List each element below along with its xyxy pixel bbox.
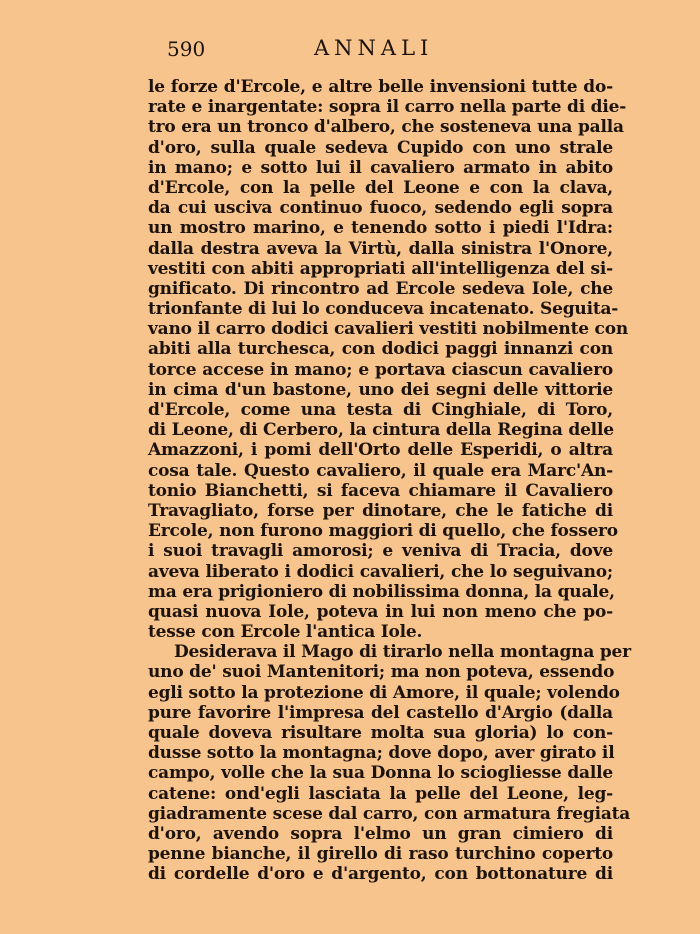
text-line: di Leone, di Cerbero, la cintura della Regina delle (148, 420, 614, 441)
text-line: cosa tale. Questo cavaliero, il quale era Marc'An- (148, 460, 613, 481)
text-line: da cui usciva continuo fuoco, sedendo egli sopra (148, 198, 613, 219)
text-line: d'oro, sulla quale sedeva Cupido con uno strale (148, 137, 613, 158)
text-line: Travagliato, forse per dinotare, che le fatiche di (148, 500, 613, 521)
text-line: in cima d'un bastone, uno dei segni delle vittorie (148, 379, 613, 400)
text-line: aveva liberato i dodici cavalieri, che lo seguivano; (148, 561, 613, 582)
text-line: tonio Bianchetti, si faceva chiamare il Cavaliero (148, 480, 613, 501)
text-line: torce accese in mano; e portava ciascun cavaliero (148, 359, 613, 380)
text-line: quasi nuova Iole, poteva in lui non meno che po- (148, 601, 613, 622)
text-line: le forze d'Ercole, e altre belle invensioni tutte do- (148, 77, 613, 97)
text-line: vano il carro dodici cavalieri vestiti nobilmente con (148, 319, 629, 340)
text-line: d'Ercole, con la pelle del Leone e con la clava, (148, 177, 613, 198)
text-line: ma era prigioniero di nobilissima donna, la quale, (148, 581, 615, 602)
body-text (148, 77, 631, 885)
page-header (0, 34, 700, 64)
text-line: gnificato. Di rincontro ad Ercole sedeva Iole, che (148, 278, 613, 299)
text-line: tesse con Ercole l'antica Iole. (148, 622, 423, 643)
text-line: abiti alla turchesca, con dodici paggi innanzi con (148, 339, 613, 360)
text-line: d'Ercole, come una testa di Cinghiale, di Toro, (148, 400, 613, 420)
text-line: i suoi travagli amorosi; e veniva di Tracia, dove (148, 541, 613, 562)
text-line: d'oro, avendo sopra l'elmo un gran cimiero di (148, 823, 613, 844)
text-line: Desiderava il Mago di tirarlo nella montagna per (174, 642, 631, 663)
text-line: dusse sotto la montagna; dove dopo, aver girato il (148, 743, 615, 764)
text-line: di cordelle d'oro e d'argento, con bottonature di (148, 864, 613, 885)
text-line: vestiti con abiti appropriati all'intelligenza del si- (148, 258, 613, 279)
text-line: trionfante di lui lo conduceva incatenato. Seguita- (148, 299, 619, 320)
text-line: penne bianche, il girello di raso turchino coperto (148, 844, 613, 865)
text-line: egli sotto la protezione di Amore, il quale; volendo (148, 682, 620, 703)
text-line: dalla destra aveva la Virtù, dalla sinistra l'Onore, (148, 238, 613, 259)
text-line: tro era un tronco d'albero, che sosteneva una palla (148, 117, 624, 138)
text-line: pure favorire l'impresa del castello d'Argio (dalla (148, 702, 613, 723)
running-title: ANNALI (314, 36, 434, 60)
text-line: giadramente scese dal carro, con armatura fregiata (148, 803, 631, 824)
text-line: in mano; e sotto lui il cavaliero armato in abito (148, 157, 613, 178)
text-line: Ercole, non furono maggiori di quello, che fossero (148, 521, 618, 542)
text-line: Amazzoni, i pomi dell'Orto delle Esperidi, o altra (148, 440, 613, 461)
text-line: quale doveva risultare molta sua gloria) lo con- (148, 723, 613, 743)
text-line: campo, volle che la sua Donna lo sciogliesse dalle (148, 763, 613, 784)
text-line: rate e inargentate: sopra il carro nella parte di die- (148, 97, 627, 118)
text-line: catene: ond'egli lasciata la pelle del Leone, leg- (148, 783, 613, 804)
page-number: 590 (167, 37, 206, 61)
text-line: uno de' suoi Mantenitori; ma non poteva, essendo (148, 662, 615, 683)
text-line: un mostro marino, e tenendo sotto i piedi l'Idra: (148, 218, 613, 239)
